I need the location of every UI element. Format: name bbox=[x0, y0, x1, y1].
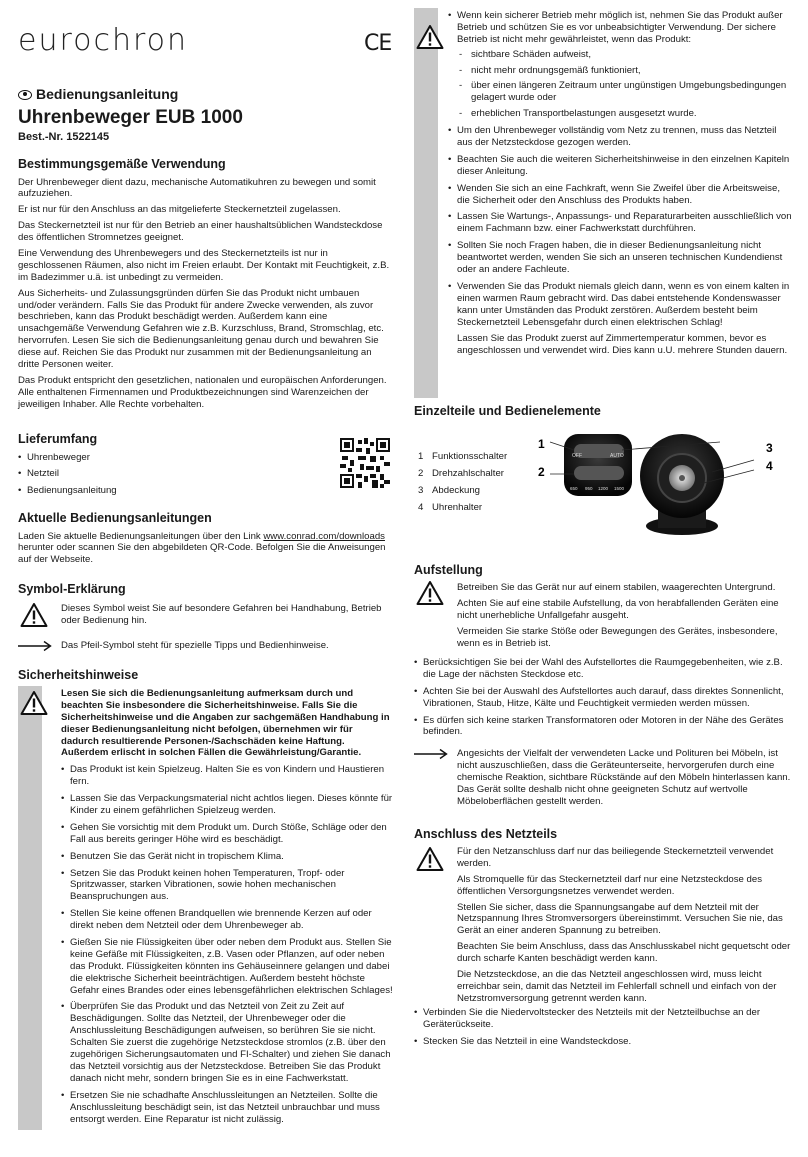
list-item: • Gehen Sie vorsichtig mit dem Produkt um. Durch Stöße, Schläge oder den Fall aus bereits geringer Höhe wird es beschädigt. bbox=[61, 822, 393, 846]
callout-1: 1 bbox=[538, 437, 545, 451]
speed-label: 1500 bbox=[614, 486, 625, 491]
callout-4: 4 bbox=[766, 459, 773, 473]
power-list bbox=[414, 1007, 792, 1053]
list-item: - sichtbare Schäden aufweist, bbox=[457, 49, 792, 61]
downloads-link[interactable]: www.conrad.com/downloads bbox=[263, 530, 385, 542]
list-item: • Uhrenbeweger bbox=[18, 452, 318, 464]
callout-2: 2 bbox=[538, 465, 545, 479]
watch-center bbox=[679, 475, 685, 481]
warning-bar bbox=[414, 8, 438, 398]
list-item: 2 Drehzahlschalter bbox=[418, 467, 504, 479]
list-item: 3 Abdeckung bbox=[418, 484, 481, 496]
list-item: • Beachten Sie auch die weiteren Sicherheitshinweise in den einzelnen Kapiteln dieser Anleitung. bbox=[448, 154, 792, 178]
warning-triangle-icon bbox=[20, 602, 48, 628]
setup-tip: Angesichts der Vielfalt der verwendeten Lacke und Polituren bei Möbeln, ist nicht auszuschließen, dass die Geräteunterseite, hervorgerufen durch eine chemische Reaktion, sichtbare Rückstände auf den Möbeln hinterlassen kann. Das Gerät sollte deshalb nicht ohne geeigneten Schutz auf wertvolle Möbeloberflächen gestellt werden. bbox=[457, 748, 791, 807]
warning-triangle-icon bbox=[416, 24, 444, 50]
arrow-right-icon bbox=[414, 748, 448, 760]
list-item: • Es dürfen sich keine starken Transformatoren oder Motoren in der Nähe des Gerätes befinden. bbox=[414, 715, 792, 739]
list-item: • Benutzen Sie das Gerät nicht in tropischem Klima. bbox=[61, 851, 393, 863]
list-item: • Wenden Sie sich an eine Fachkraft, wenn Sie Zweifel über die Arbeitsweise, die Sicherheit oder den Anschluss des Produkts haben. bbox=[448, 183, 792, 207]
list-item: • Gießen Sie nie Flüssigkeiten über oder neben dem Produkt aus. Stellen Sie keine Gefäße mit Flüssigkeiten, z.B. Vasen oder Pflanzen, auf oder neben das Produkt. Flüssigkeiten könnten ins Gehäuseinnere gelangen und dabei die elektrische Sicherheit beeinträchtigen. Außerdem besteht höchste Gefahr eines Brandes oder eines lebensgefährlichen elektrischen Schlages! bbox=[61, 937, 393, 996]
eye-icon bbox=[18, 90, 32, 100]
setup-warnings: Betreiben Sie das Gerät nur auf einem stabilen, waagerechten Untergrund. Achten Sie auf eine stabile Aufstellung, da von herabfallenden Geräten eine nicht unerhebliche Unfallgefahr ausgeht. Vermeiden Sie starke Stöße oder Bewegungen des Gerätes, insbesondere, wenn es in Betrieb ist. bbox=[457, 582, 779, 649]
section-scope-of-delivery: Lieferumfang • Uhrenbeweger • Netzteil • Bedienungsanleitung bbox=[18, 432, 318, 502]
section-intended-use: Bestimmungsgemäße Verwendung Der Uhrenbeweger dient dazu, mechanische Automatikuhren zu bewegen und somit aufzuziehen. Er ist nur für den Anschluss an das mitgelieferte Steckernetzteil zugelassen. Das Steckernetzteil ist nur für den Betrieb an einer haushaltsüblichen Wandsteckdose des öffentlichen Stromnetzes geeignet. Eine Verwendung des Uhrenbewegers und des Steckernetzteils ist nur in geschlossenen Räumen, also nicht im Freien erlaubt. Der Kontakt mit Feuchtigkeit, z.B. im Badezimmer u.ä. ist unbedingt zu vermeiden. Aus Sicherheits- und Zulassungsgründen dürfen Sie das Produkt nicht umbauen und/oder verändern. Falls Sie das Produkt für andere Zwecke verwenden, als zuvor beschrieben, kann das Produkt beschädigt werden. Außerdem kann eine unsachgemäße Verwendung Gefahren wie z.B. Kurzschluss, Brand, Stromschlag, etc. hervorrufen. Lesen Sie sich die Bedienungsanleitung genau durch und bewahren Sie diese auf. Reichen Sie das Produkt nur zusammen mit der Bedienungsanleitung an dritte Personen weiter. Das Produkt entspricht den gesetzlichen, nationalen und europäischen Anforderungen. Alle enthaltenen Firmennamen und Produktbezeichnungen sind Warenzeichen der jeweiligen Inhaber. Alle Rechte vorbehalten. bbox=[18, 157, 390, 410]
warning-triangle-icon bbox=[416, 846, 444, 872]
section-setup: Aufstellung bbox=[414, 563, 483, 577]
switch-label-off: OFF bbox=[572, 453, 582, 459]
product-illustration bbox=[540, 428, 780, 540]
speed-label: 1200 bbox=[598, 486, 609, 491]
arrow-symbol-text: Das Pfeil-Symbol steht für spezielle Tipps und Bedienhinweise. bbox=[61, 640, 329, 651]
list-item: • Lassen Sie das Verpackungsmaterial nicht achtlos liegen. Dieses könnte für Kinder zu einem gefährlichen Spielzeug werden. bbox=[61, 793, 393, 817]
brand-logo: eurochron bbox=[18, 23, 189, 58]
warning-bar bbox=[18, 686, 42, 1130]
list-item: - erheblichen Transportbelastungen ausgesetzt wurde. bbox=[457, 108, 792, 120]
warning-triangle-icon bbox=[416, 580, 444, 606]
section-symbols: Symbol-Erklärung bbox=[18, 582, 126, 596]
safety-continued: • Wenn kein sicherer Betrieb mehr möglich ist, nehmen Sie das Produkt außer Betrieb und schützen Sie es vor unbeabsichtigter Verwendung. Der sichere Betrieb ist nicht mehr gewährleistet, wenn das Produkt: - sichtbare Schäden aufweist, - nicht mehr ordnungsgemäß funktioniert, - über einen längeren Zeitraum unter ungünstigen Umgebungsbedingungen gelagert wurde oder - erheblichen Transportbelastungen ausgesetzt wurde. • Um den Uhrenbeweger vollständig vom Netz zu trennen, muss das Netzteil aus der Netzsteckdose gezogen werden. • Beachten Sie auch die weiteren Sicherheitshinweise in den einzelnen Kapiteln dieser Anleitung. • Wenden Sie sich an eine Fachkraft, wenn Sie Zweifel über die Arbeitsweise, die Sicherheit oder den Anschluss des Produkts haben. • Lassen Sie Wartungs-, Anpassungs- und Reparaturarbeiten ausschließlich von einem Fachmann bzw. einer Fachwerkstatt durchführen. • Sollten Sie noch Fragen haben, die in dieser Bedienungsanleitung nicht beantwortet werden, wenden Sie sich an unseren technischen Kundendienst oder an andere Fachleute. • Verwenden Sie das Produkt niemals gleich dann, wenn es von einem kalten in einen warmen Raum gebracht wird. Das dabei entstehende Kondenswasser kann unter Umständen das Produkt zerstören. Außerdem besteht beim Steckernetzteil Lebensgefahr durch einen elektrischen Schlag! Lassen Sie das Produkt zuerst auf Zimmertemperatur kommen, bevor es angeschlossen und verwendet wird. Dies kann u.U. mehrere Stunden dauern. bbox=[448, 10, 792, 361]
list-item: • Netzteil bbox=[18, 468, 318, 480]
list-item: • Stellen Sie keine offenen Brandquellen wie brennende Kerzen auf oder direkt neben dem Netzteil oder dem Uhrenbeweger ab. bbox=[61, 908, 393, 932]
list-item: • Verbinden Sie die Niedervoltstecker des Netzteils mit der Netzteilbuchse an der Geräterückseite. bbox=[414, 1007, 792, 1031]
list-item: • Wenn kein sicherer Betrieb mehr möglich ist, nehmen Sie das Produkt außer Betrieb und schützen Sie es vor unbeabsichtigter Verwendung. Der sichere Betrieb ist nicht mehr gewährleistet, wenn das Produkt: - sichtbare Schäden aufweist, - nicht mehr ordnungsgemäß funktioniert, - über einen längeren Zeitraum unter ungünstigen Umgebungsbedingungen gelagert wurde oder - erheblichen Transportbelastungen ausgesetzt wurde. bbox=[448, 10, 792, 120]
qr-code[interactable] bbox=[340, 438, 390, 488]
section-current-manuals: Aktuelle Bedienungsanleitungen Laden Sie aktuelle Bedienungsanleitungen über den Link www.conrad.com/downloads herunter oder scannen Sie den abgebildeten QR-Code. Befolgen Sie die Anweisungen auf der Webseite. bbox=[18, 511, 386, 566]
speed-label: 650 bbox=[570, 486, 578, 491]
speed-switch[interactable] bbox=[574, 466, 624, 480]
warning-symbol-text: Dieses Symbol weist Sie auf besondere Gefahren bei Handhabung, Betrieb oder Bedienung hin. bbox=[61, 603, 382, 626]
parts-list bbox=[418, 451, 507, 519]
list-item: • Ersetzen Sie nie schadhafte Anschlussleitungen an Netzteilen. Sollte die Anschlussleitung beschädigt sein, ist das Netzteil unbrauchbar und muss entsorgt werden. Eine Reparatur ist nicht zulässig. bbox=[61, 1090, 393, 1126]
list-item: 4 Uhrenhalter bbox=[418, 501, 483, 513]
list-item: • Berücksichtigen Sie bei der Wahl des Aufstellortes die Raumgegebenheiten, wie z.B. die Lage der nächsten Steckdose etc. bbox=[414, 657, 792, 681]
list-item: • Lassen Sie Wartungs-, Anpassungs- und Reparaturarbeiten ausschließlich von einem Fachmann bzw. einer Fachwerkstatt durchführen. bbox=[448, 211, 792, 235]
ce-mark: CE bbox=[364, 31, 392, 56]
arrow-right-icon bbox=[18, 640, 52, 652]
list-item: • Verwenden Sie das Produkt niemals gleich dann, wenn es von einem kalten in einen warmen Raum gebracht wird. Das dabei entstehende Kondenswasser kann unter Umständen das Produkt zerstören. Außerdem besteht beim Steckernetzteil Lebensgefahr durch einen elektrischen Schlag! bbox=[448, 281, 792, 329]
list-item: • Das Produkt ist kein Spielzeug. Halten Sie es von Kindern und Haustieren fern. bbox=[61, 764, 393, 788]
list-item: • Um den Uhrenbeweger vollständig vom Netz zu trennen, muss das Netzteil aus der Netzsteckdose gezogen werden. bbox=[448, 125, 792, 149]
list-item: • Überprüfen Sie das Produkt und das Netzteil von Zeit zu Zeit auf Beschädigungen. Sollte das Netzteil, der Uhrenbeweger oder die Anschlussleitung Beschädigungen aufweisen, so berühren Sie sie nicht. Schalten Sie zuerst die zugehörige Netzsteckdose stromlos (z.B. über den zugehörigen Sicherungsautomaten und FI-Schalter) und ziehen Sie danach das Netzteil vorsichtig aus der Netzsteckdose. Betreiben Sie das Produkt danach nicht mehr, sondern bringen Sie es in eine Fachwerkstatt. bbox=[61, 1001, 393, 1084]
speed-label: 950 bbox=[585, 486, 593, 491]
warning-triangle-icon bbox=[20, 690, 48, 716]
page-title: Uhrenbeweger EUB 1000 bbox=[18, 107, 243, 128]
section-power: Anschluss des Netzteils bbox=[414, 827, 558, 841]
document-type: Bedienungsanleitung bbox=[18, 86, 178, 103]
power-warnings: Für den Netzanschluss darf nur das beiliegende Steckernetzteil verwendet werden. Als Stromquelle für das Steckernetzteil darf nur eine Netzsteckdose des öffentlichen Versorgungsnetzes verwendet werden. Stellen Sie sicher, dass die Spannungsangabe auf dem Netzteil mit der Netzspannung Ihres Stromversorgers übereinstimmt. Versuchen Sie nie, das Gerät an einer anderen Spannung zu betreiben. Beachten Sie beim Anschluss, dass das Anschlusskabel nicht gequetscht oder durch scharfe Kanten beschädigt werden kann. Die Netzsteckdose, an die das Netzteil angeschlossen wird, muss leicht erreichbar sein, damit das Netzteil im Fehlerfall schnell und einfach von der Netzstromversorgung getrennt werden kann. bbox=[457, 846, 791, 1004]
list-item: • Setzen Sie das Produkt keinen hohen Temperaturen, Tropf- oder Spritzwasser, starken Vibrationen, sowie hohen mechanischen Beanspruchungen aus. bbox=[61, 868, 393, 904]
callout-3: 3 bbox=[766, 441, 773, 455]
list-item: • Stecken Sie das Netzteil in eine Wandsteckdose. bbox=[414, 1036, 792, 1048]
setup-list bbox=[414, 657, 792, 743]
safety-content: Lesen Sie sich die Bedienungsanleitung aufmerksam durch und beachten Sie insbesondere die Sicherheitshinweise. Falls Sie die Sicherheitshinweise und die Angaben zur sachgemäßen Handhabung in dieser Bedienungsanleitung nicht befolgen, übernehmen wir für dadurch resultierende Personen-/Sachschäden keine Haftung. Außerdem erlischt in solchen Fällen die Gewährleistung/Garantie. • Das Produkt ist kein Spielzeug. Halten Sie es von Kindern und Haustieren fern. • Lassen Sie das Verpackungsmaterial nicht achtlos liegen. Dieses könnte für Kinder zu einem gefährlichen Spielzeug werden. • Gehen Sie vorsichtig mit dem Produkt um. Durch Stöße, Schläge oder den Fall aus bereits geringer Höhe wird es beschädigt. • Benutzen Sie das Gerät nicht in tropischem Klima. • Setzen Sie das Produkt keinen hohen Temperaturen, Tropf- oder Spritzwasser, starken Vibrationen, sowie hohen mechanischen Beanspruchungen aus. • Stellen Sie keine offenen Brandquellen wie brennende Kerzen auf oder direkt neben dem Netzteil oder dem Uhrenbeweger ab. • Gießen Sie nie Flüssigkeiten über oder neben dem Produkt aus. Stellen Sie keine Gefäße mit Flüssigkeiten, z.B. Vasen oder Pflanzen, auf oder neben das Produkt. Flüssigkeiten könnten ins Gehäuseinnere gelangen und dabei die elektrische Sicherheit beeinträchtigen. Außerdem besteht höchste Gefahr eines Brandes oder eines lebensgefährlichen elektrischen Schlages! • Überprüfen Sie das Produkt und das Netzteil von Zeit zu Zeit auf Beschädigungen. Sollte das Netzteil, der Uhrenbeweger oder die Anschlussleitung Beschädigungen aufweisen, so berühren Sie sie nicht. Schalten Sie zuerst die zugehörige Netzsteckdose stromlos (z.B. über den zugehörigen Sicherungsautomaten und FI-Schalter) und ziehen Sie danach das Netzteil vorsichtig aus der Netzsteckdose. Betreiben Sie das Produkt danach nicht mehr, sondern bringen Sie es in eine Fachwerkstatt. • Ersetzen Sie nie schadhafte Anschlussleitungen an Netzteilen. Sollte die Anschlussleitung beschädigt sein, ist das Netzteil unbrauchbar und muss entsorgt werden. Eine Reparatur ist nicht zulässig. bbox=[61, 688, 393, 1130]
list-item: - nicht mehr ordnungsgemäß funktioniert, bbox=[457, 65, 792, 77]
section-safety: Sicherheitshinweise bbox=[18, 668, 139, 682]
list-item: - über einen längeren Zeitraum unter ungünstigen Umgebungsbedingungen gelagert wurde oder bbox=[457, 80, 792, 104]
list-item: • Sollten Sie noch Fragen haben, die in dieser Bedienungsanleitung nicht beantwortet werden, wenden Sie sich an unseren technischen Kundendienst oder an andere Fachleute. bbox=[448, 240, 792, 276]
section-parts: Einzelteile und Bedienelemente bbox=[414, 404, 601, 418]
article-number: Best.-Nr. 1522145 bbox=[18, 131, 110, 143]
switch-label-auto: AUTO bbox=[610, 453, 624, 459]
list-item: • Achten Sie bei der Auswahl des Aufstellortes auch darauf, dass direktes Sonnenlicht, Vibrationen, Staub, Hitze, Kälte und Feuchtigkeit vermieden werden müssen. bbox=[414, 686, 792, 710]
list-item: • Bedienungsanleitung bbox=[18, 485, 318, 497]
list-item: 1 Funktionsschalter bbox=[418, 451, 508, 462]
